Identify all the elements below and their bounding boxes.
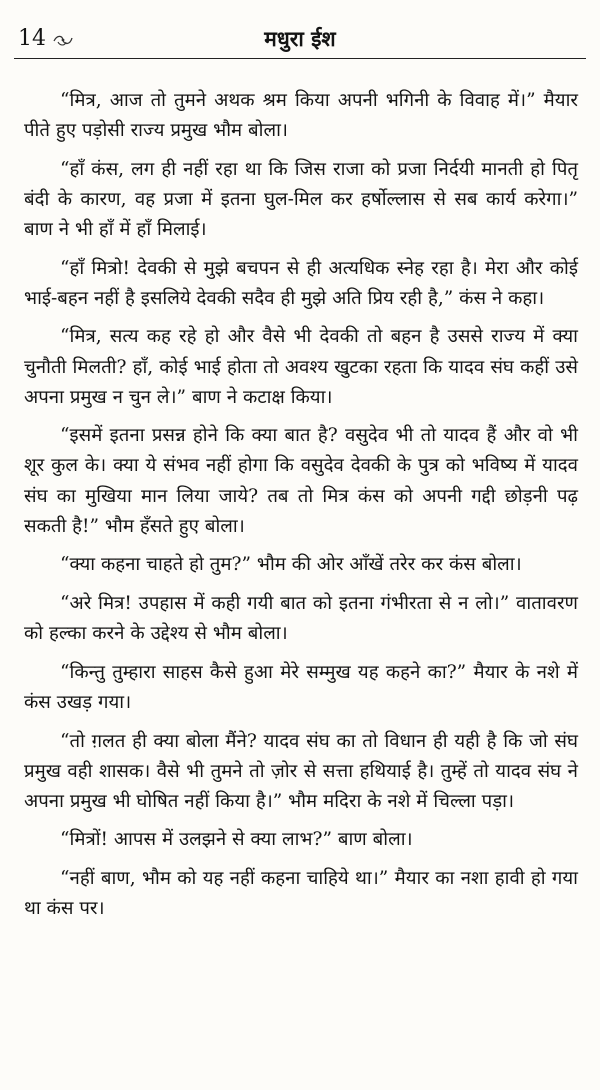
header-divider — [14, 58, 586, 59]
paragraph: “तो ग़लत ही क्या बोला मैंने? यादव संघ का तो विधान ही यही है कि जो संघ प्रमुख वही शासक। वैसे भी तुमने तो ज़ोर से सत्ता हथियाई है। तुम्हें तो यादव संघ ने अपना प्रमुख भी घोषित नहीं किया है।” भौम मदिरा के नशे में चिल्ला पड़ा। — [24, 730, 578, 812]
paragraph: “अरे मित्र! उपहास में कही गयी बात को इतना गंभीरता से न लो।” वातावरण को हल्का करने के उद्देश्य से भौम बोला। — [24, 592, 578, 645]
paragraph: “मित्रों! आपस में उलझने से क्या लाभ?” बाण बोला। — [60, 829, 413, 851]
book-title: मधुरा ईश — [264, 26, 336, 51]
paragraph: “क्या कहना चाहते हो तुम?” भौम की ओर आँखें तरेर कर कंस बोला। — [60, 554, 522, 576]
paragraph: “हाँ मित्रो! देवकी से मुझे बचपन से ही अत्यधिक स्नेह रहा है। मेरा और कोई भाई-बहन नहीं है इसलिये देवकी सदैव ही मुझे अति प्रिय रही है,” कंस ने कहा। — [24, 257, 578, 309]
body-text — [24, 86, 578, 933]
paragraph: “मित्र, आज तो तुमने अथक श्रम किया अपनी भगिनी के विवाह में।” मैयार पीते हुए पड़ोसी राज्य प्रमुख भौम बोला। — [24, 90, 578, 142]
paragraph: “मित्र, सत्य कह रहे हो और वैसे भी देवकी तो बहन है उससे राज्य में क्या चुनौती मिलती? हाँ, कोई भाई होता तो अवश्य खुटका रहता कि यादव संघ कहीं उसे अपना प्रमुख न चुन ले।” बाण ने कटाक्ष किया। — [24, 326, 578, 408]
paragraph: “नहीं बाण, भौम को यह नहीं कहना चाहिये था।” मैयार का नशा हावी हो गया था कंस पर। — [24, 868, 578, 920]
paragraph: “इसमें इतना प्रसन्न होने कि क्या बात है? वसुदेव भी तो यादव हैं और वो भी शूर कुल के। क्या ये संभव नहीं होगा कि वसुदेव देवकी के पुत्र को भविष्य में यादव संघ का मुखिया मान लिया जाये? तब तो मित्र कंस को अपनी गद्दी छोड़नी पढ़ सकती है!” भौम हँसते हुए बोला। — [24, 425, 578, 537]
paragraph: “हाँ कंस, लग ही नहीं रहा था कि जिस राजा को प्रजा निर्दयी मानती हो पितृ बंदी के कारण, वह प्रजा में इतना घुल-मिल कर हर्षोल्लास से सब कार्य करेगा।” बाण ने भी हाँ में हाँ मिलाई। — [24, 158, 578, 240]
page-header — [14, 22, 586, 56]
page-number: 14 — [18, 26, 46, 51]
paragraph: “किन्तु तुम्हारा साहस कैसे हुआ मेरे सम्मुख यह कहने का?” मैयार के नशे में कंस उखड़ गया। — [24, 661, 578, 713]
